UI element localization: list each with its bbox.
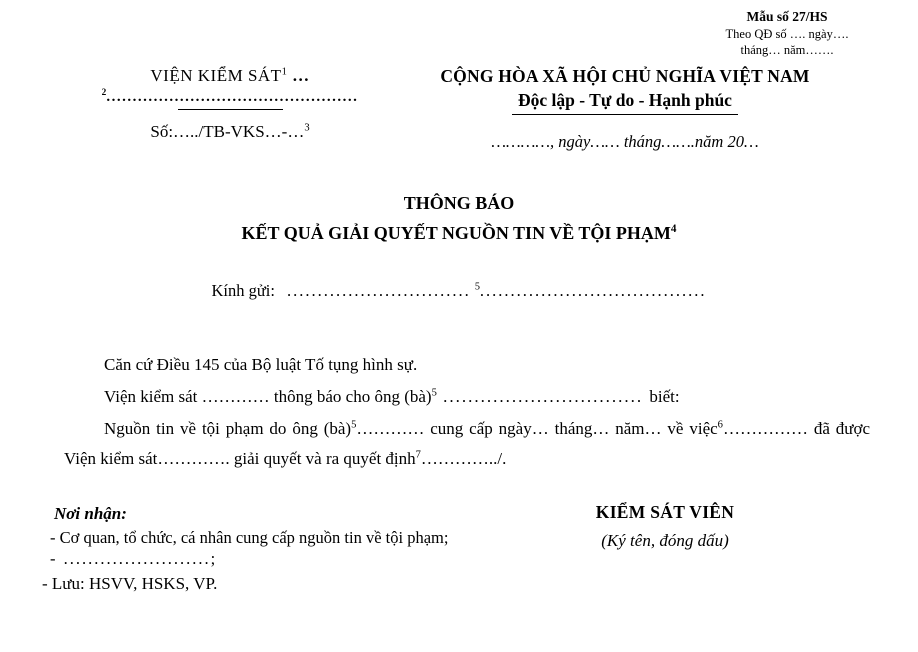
- footnote-6-marker: 6: [717, 419, 723, 431]
- form-meta-block: [698, 8, 876, 58]
- footnote-4-marker: 4: [670, 223, 677, 235]
- footnote-5-marker-3: 5: [351, 419, 357, 431]
- document-number: Số:…../TB-VKS…-…: [150, 122, 305, 141]
- distribution-item-archive: - Lưu: HSVV, HSKS, VP.: [42, 574, 218, 593]
- form-date-line: tháng… năm…….: [740, 42, 834, 57]
- notification-dots: ................................: [436, 387, 650, 406]
- paragraph-result-run4: …………../.: [420, 449, 507, 468]
- paragraph-result-run3: …………… đã được Viện kiểm sát…………. giải quyết và ra quyết định: [64, 419, 871, 468]
- footnote-5-marker: 5: [474, 281, 480, 293]
- national-title: CỘNG HÒA XÃ HỘI CHỦ NGHĨA VIỆT NAM: [440, 66, 810, 86]
- recipient-line: [0, 281, 918, 301]
- distribution-block: [42, 502, 474, 595]
- signer-title: KIỂM SÁT VIÊN: [595, 502, 735, 522]
- paragraph-notification: [64, 382, 870, 412]
- footnote-5-marker-2: 5: [431, 387, 437, 399]
- form-number: Mẫu số 27/HS: [746, 9, 828, 24]
- national-header-block: [393, 66, 857, 152]
- footnote-1-marker: 1: [281, 66, 288, 78]
- document-number-line: [75, 122, 385, 142]
- recipient-dots-2: .....................................: [479, 281, 707, 300]
- distribution-label: Nơi nhận:: [54, 504, 127, 523]
- document-subtitle: [0, 223, 918, 244]
- recipient-dots-1: ..............................: [286, 281, 471, 300]
- paragraph-result-run1: Nguồn tin về tội phạm do ông (bà): [104, 419, 352, 438]
- place-date-line: …………, ngày…… tháng…….năm 20…: [491, 132, 759, 151]
- footnote-7-marker: 7: [415, 449, 421, 461]
- agency-unit-line: [75, 89, 385, 106]
- form-decision-line: Theo QĐ số …. ngày….: [725, 26, 849, 41]
- agency-name-line: [75, 66, 385, 86]
- paragraph-notification-tail: biết:: [649, 387, 680, 406]
- agency-name: VIỆN KIỂM SÁT: [150, 66, 282, 85]
- distribution-item-2: - ........................;: [50, 549, 218, 568]
- paragraph-result: [64, 414, 870, 474]
- footnote-2-marker: 2: [101, 88, 107, 98]
- document-title-block: [0, 193, 918, 244]
- paragraph-legal-basis: Căn cứ Điều 145 của Bộ luật Tố tụng hình sự.: [104, 355, 418, 374]
- header-separator-line: [178, 109, 283, 110]
- agency-fill-dots: …: [292, 66, 310, 85]
- document-title: THÔNG BÁO: [403, 193, 515, 213]
- paragraph-result-run2: ………… cung cấp ngày… tháng… năm… về việc: [356, 419, 718, 438]
- recipient-label: Kính gửi:: [211, 281, 275, 300]
- footnote-3-marker: 3: [304, 122, 310, 134]
- issuing-agency-block: [75, 66, 385, 142]
- agency-unit-dots: ................................................: [106, 89, 359, 105]
- body-block: [64, 350, 870, 476]
- national-motto: Độc lập - Tự do - Hạnh phúc: [512, 89, 738, 115]
- distribution-item-1: - Cơ quan, tổ chức, cá nhân cung cấp nguồn tin về tội phạm;: [50, 528, 449, 547]
- signature-block: [515, 502, 815, 551]
- document-subtitle-text: KẾT QUẢ GIẢI QUYẾT NGUỒN TIN VỀ TỘI PHẠM: [241, 223, 671, 243]
- paragraph-notification-text: Viện kiểm sát ………… thông báo cho ông (bà): [104, 387, 432, 406]
- signature-instruction: (Ký tên, đóng dấu): [601, 531, 729, 550]
